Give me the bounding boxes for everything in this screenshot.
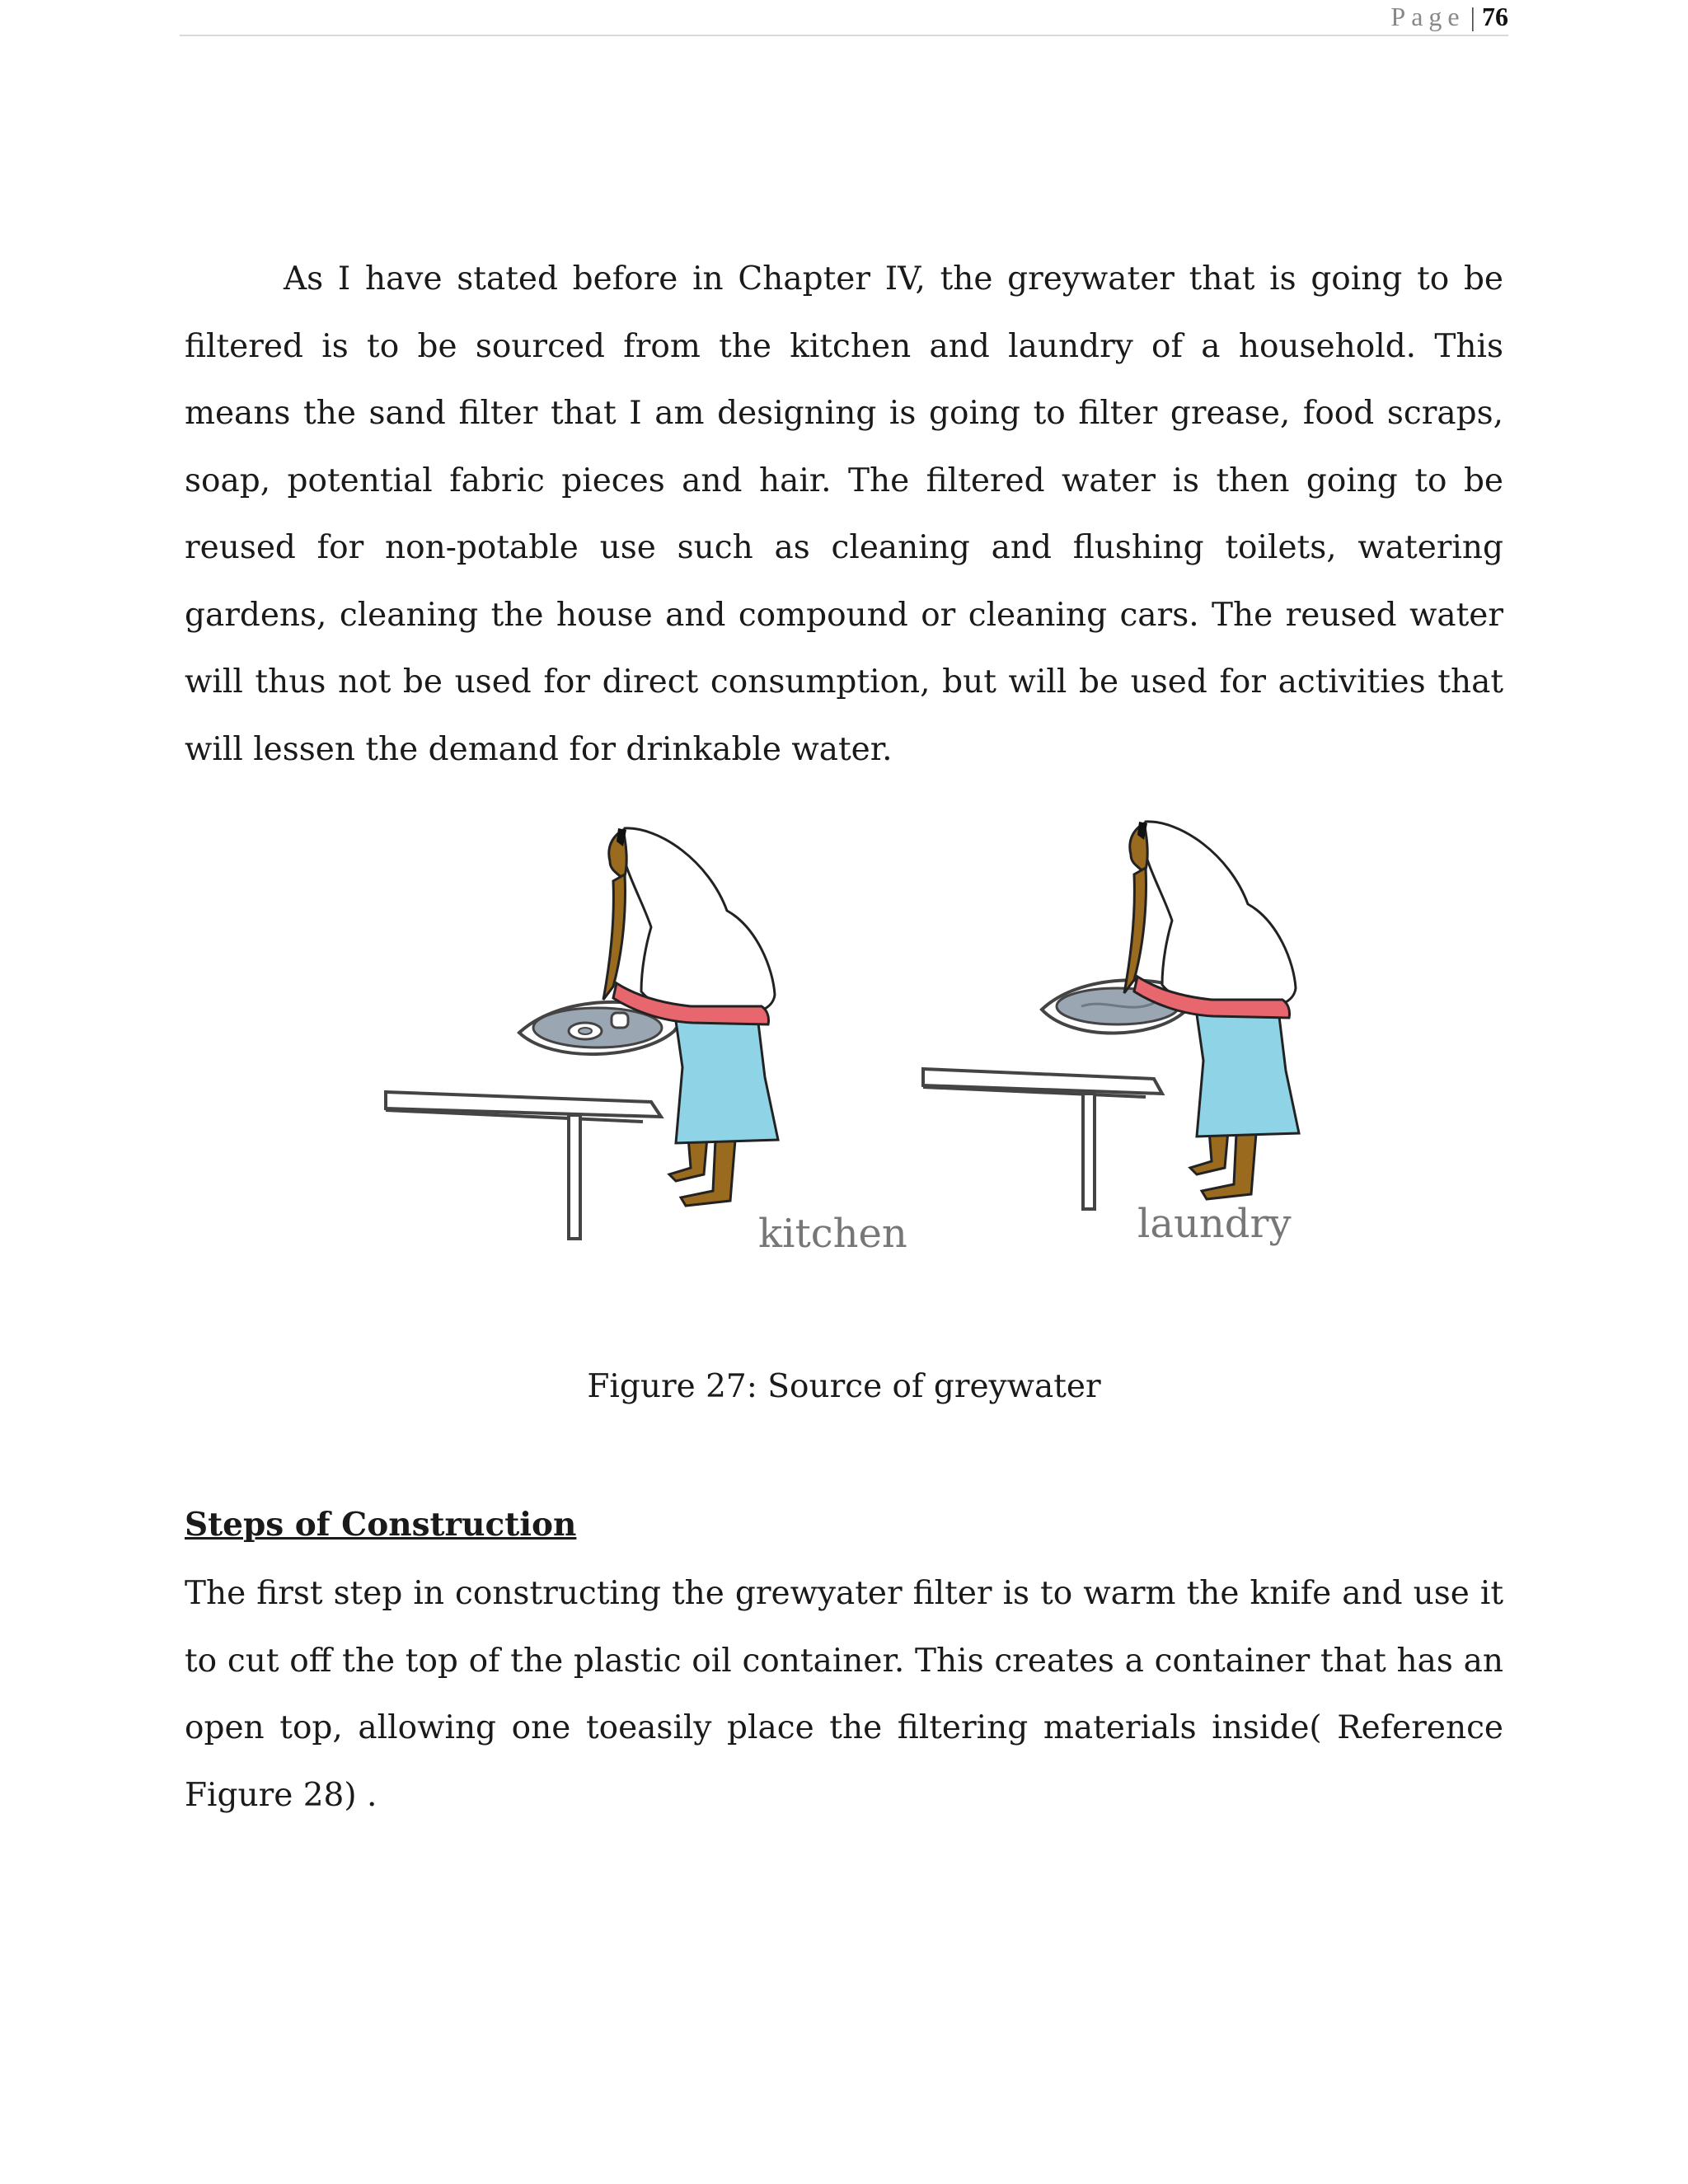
intro-paragraph: As I have stated before in Chapter IV, the greywater that is going to be filtered is to be sourced from the kitchen and laundry of a household. This means the sand filter that I am designing is going to filter grease, food scraps, soap, potential fabric pieces and hair. The filtered water is then going to be reused for non-potable use such as cleaning and flushing toilets, watering gardens, cleaning the house and compound or cleaning cars. The reused water will thus not be used for direct consumption, but will be used for activities that will lessen the demand for drinkable water.: [185, 260, 1503, 768]
laundry-scene: [923, 822, 1299, 1247]
page-word: Page: [1390, 2, 1465, 31]
figure-caption: Figure 27: Source of greywater: [587, 1368, 1101, 1405]
kitchen-label: kitchen: [758, 1211, 907, 1257]
page-number: 76: [1482, 2, 1508, 31]
page-header: [180, 0, 1508, 36]
page-separator: |: [1470, 2, 1475, 31]
section-heading: Steps of Construction: [185, 1506, 577, 1544]
figure-illustration: [363, 812, 1335, 1273]
kitchen-scene: [386, 828, 907, 1257]
laundry-label: laundry: [1137, 1201, 1292, 1247]
section-paragraph: The first step in constructing the grewyater filter is to warm the knife and use it to cut off the top of the plastic oil container. This creates a container that has an open top, allowing one toeasily place the filtering materials inside( Reference Figure 28) .: [185, 1575, 1503, 1814]
figure-greywater-sources: [363, 812, 1335, 1273]
page-number-label: [1390, 0, 1508, 33]
